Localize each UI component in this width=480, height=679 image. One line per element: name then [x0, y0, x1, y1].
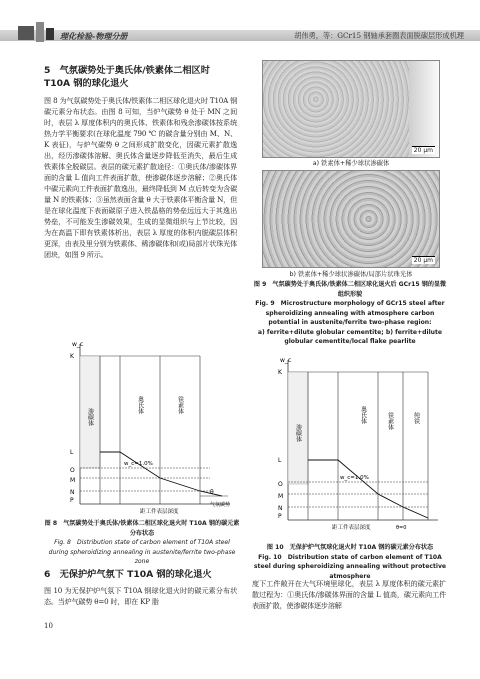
figure-8-caption-cn: 图 8 气氛碳势处于奥氏体/铁素体二相区球化退火时 T10A 钢的碳元素分布状态 — [44, 520, 240, 537]
fig8-mark-k: K — [70, 353, 74, 360]
figure-9-caption-en: Fig. 9 Microstructure morphology of GCr15 steel after spheroidizing annealing with atmosphere carbon potential in austenite/ferrite two-phase region: — [255, 300, 445, 326]
fig8-mark-p: P — [70, 497, 74, 504]
section-5-paragraph: 图 8 为气氛碳势处于奥氏体/铁素体二相区球化退火时 T10A 钢碳元素分布状态。由图 8 可知，当炉气碳势 θ 处于 MN 之间时，表层 λ 厚度体积内的奥氏体、铁素体和残余渗碳体按系统热力学平衡要求(在球化温度 790 ℃ 的碳含量分别由 M、N、K 表征)，与炉气碳势 θ 之间形成扩散变化，因碳元素扩散逸出，经历渗碳体溶解、奥氏体含量逐步降低至消失，最后生成铁素体全脱碳层。表层的碳元素扩散途径：①奥氏体/渗碳体界面的含量 L 值向工件表面扩散，使渗碳体逐步溶解；②奥氏体中碳元素向工件表面扩散逸出，最终降低到 M 点后转变为含碳量 N 的铁素体；③虽然表面含量 θ 大于铁素体平衡含量 N，但是在球化温度下表面碳原子进入铁晶格的势垒远远大于其逸出势垒，不可能发生渗碳效果，生成的显微组织与上节比较，因为在高温下即有铁素体析出，表层 λ 厚度的体积内脱碳层体积更深，由表及里分别为铁素体、稀渗碳体和(或)局部片状珠光体团块，如图 9 所示。 — [44, 96, 237, 259]
fig10-mark-p: P — [278, 513, 282, 520]
micrograph-a — [262, 60, 440, 158]
figure-8-caption — [44, 519, 240, 567]
figure-8-diagram — [60, 336, 235, 514]
section-5-body — [44, 95, 237, 260]
fig8-annotation: 气氛碳势 — [210, 502, 231, 508]
right-body-paragraph: 度下工件敞开在大气环境里球化，表层 λ 厚度体积的碳元素扩散过程为：①奥氏体/渗碳体界面的含量 L 值高，碳元素向工件表面扩散，使渗碳体逐步溶解 — [252, 579, 446, 610]
section-6-paragraph: 图 10 为无保护炉气氛下 T10A 钢球化退火时的碳元素分布状态。当炉气碳势 θ=0 时，即在 KP 脂 — [44, 586, 237, 606]
running-title: 胡伟勇，等：GCr15 钢轴承套圈表面脱碳层形成机理 — [294, 31, 464, 40]
figure-9b-label: b) 铁素体+稀少球状渗碳体/局部片状珠光体 — [289, 271, 413, 278]
fig10-mark-o: O — [278, 481, 283, 488]
journal-header — [0, 0, 480, 44]
fig8-percent-label: w_c=1.0% — [124, 461, 153, 467]
fig8-zone-cementite: 渗碳体 — [86, 408, 94, 426]
fig10-y-label: w_c — [280, 357, 292, 364]
fig10-mark-m: M — [278, 493, 284, 500]
fig10-percent-label: w_c=1.0% — [340, 475, 369, 481]
fig10-x-label: 距工件表层深度 — [332, 525, 371, 530]
page-number: 10 — [44, 622, 53, 630]
fig10-mark-k: K — [278, 369, 282, 376]
section-6 — [44, 568, 237, 607]
section-5-title: 5 气氛碳势处于奥氏体/铁素体二相区时 T10A 钢的球化退火 — [44, 65, 210, 89]
figure-10-caption-en: Fig. 10 Distribution state of carbon element of T10A steel during spheroidizing annealing without protective atmosphere — [253, 553, 447, 580]
fig10-mark-n: N — [278, 505, 283, 512]
fig8-zone-austenite: 奥氏体 — [136, 396, 144, 414]
fig8-y-label: w_c — [72, 341, 84, 348]
left-column — [44, 64, 237, 260]
scale-bar-b: 20 μm — [413, 257, 433, 264]
figure-10-caption — [252, 543, 448, 581]
fig8-x-label: 距工件表层深度 — [140, 509, 179, 514]
figure-9-caption — [252, 280, 448, 347]
fig10-zone-pure-iron: 纯铁 — [412, 412, 420, 424]
figure-9-caption-en-parts: a) ferrite+dilute globular cementite; b) ferrite+dilute globular cementite/local flake pearlite — [257, 328, 443, 345]
scale-bar-a: 20 μm — [413, 147, 433, 154]
fig8-zone-ferrite: 铁素体 — [176, 396, 184, 414]
journal-name: 理化检验-物理分册 — [60, 32, 128, 41]
fig8-mark-l: L — [70, 449, 74, 456]
fig10-mark-l: L — [278, 457, 282, 464]
fig10-zone-austenite: 奥氏体 — [359, 406, 367, 424]
figure-9-caption-cn: 图 9 气氛碳势处于奥氏体/铁素体二相区球化退火后 GCr15 钢的显微组织形貌 — [253, 281, 447, 298]
figure-10-diagram — [268, 352, 443, 530]
section-6-body — [44, 585, 237, 607]
fig10-zone-cementite: 渗碳体 — [294, 424, 302, 442]
fig8-mark-n: N — [70, 489, 75, 496]
figure-9a-label: a) 铁素体+稀少球状渗碳体 — [312, 160, 390, 167]
section-6-title: 6 无保护炉气氛下 T10A 钢的球化退火 — [44, 569, 212, 580]
fig8-mark-o: O — [70, 467, 75, 474]
fig10-annotation: θ=0 — [396, 525, 407, 530]
fig10-zone-ferrite: 铁素体 — [386, 412, 394, 430]
figure-8-caption-en: Fig. 8 Distribution state of carbon element of T10A steel during spheroidizing annealing in austenite/ferrite two-phase zone — [48, 539, 236, 565]
right-body-text — [252, 578, 446, 611]
micrograph-b — [262, 170, 440, 268]
fig8-theta-label: θ — [210, 489, 214, 496]
figure-10-caption-cn: 图 10 无保护炉气氛球化退火时 T10A 钢的碳元素分布状态 — [266, 544, 434, 551]
fig8-mark-m: M — [70, 477, 76, 484]
right-body — [252, 578, 446, 611]
journal-logo-icon — [16, 20, 56, 44]
